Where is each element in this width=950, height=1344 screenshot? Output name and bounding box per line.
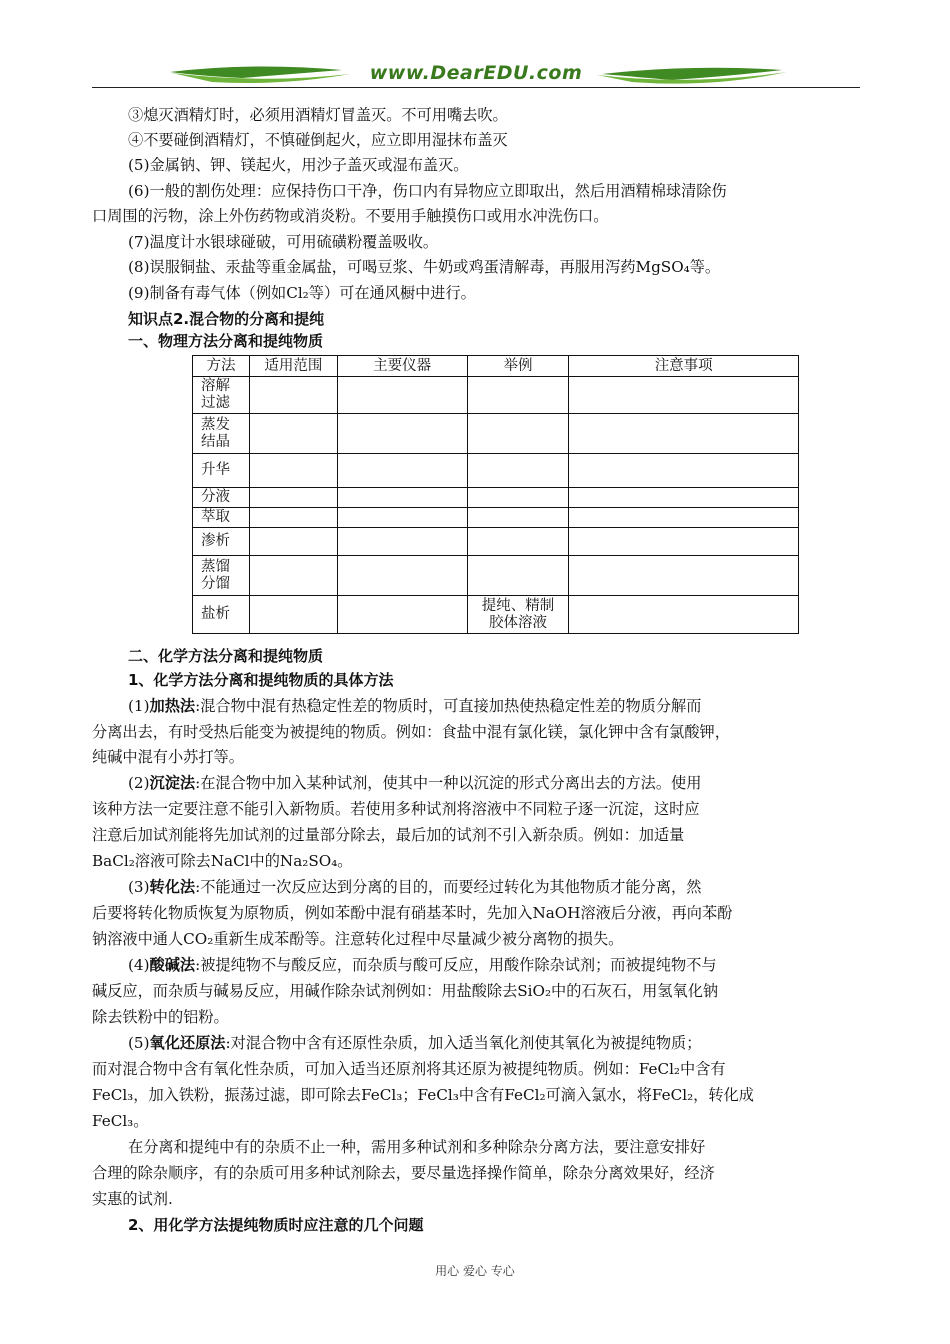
paragraph-line: 分离出去，有时受热后能变为被提纯的物质。例如：食盐中混有氯化镁，氯化钾中含有氯酸钾， bbox=[92, 723, 730, 741]
table-row bbox=[193, 414, 799, 454]
table-row bbox=[193, 377, 799, 414]
paragraph-line: 在分离和提纯中有的杂质不止一种，需用多种试剂和多种除杂分离方法，要注意安排好 bbox=[128, 1138, 706, 1156]
paragraph-line: 除去铁粉中的铝粉。 bbox=[92, 1008, 229, 1026]
paragraph-line: 碱反应，而杂质与碱易反应，用碱作除杂试剂例如：用盐酸除去SiO₂中的石灰石，用氢氧化钠 bbox=[92, 982, 719, 1000]
paragraph-line: 合理的除杂顺序，有的杂质可用多种试剂除去，要尽量选择操作简单，除杂分离效果好，经济 bbox=[92, 1164, 715, 1182]
page-footer: 用心 爱心 专心 bbox=[435, 1264, 515, 1278]
subsection-heading: 2、用化学方法提纯物质时应注意的几个问题 bbox=[128, 1216, 424, 1234]
paragraph-line: 纯碱中混有小苏打等。 bbox=[92, 748, 244, 766]
method-term: 转化法 bbox=[149, 878, 196, 896]
table-row bbox=[193, 596, 799, 634]
col-header: 主要仪器 bbox=[337, 356, 467, 377]
text-line: (9)制备有毒气体（例如Cl₂等）可在通风橱中进行。 bbox=[128, 284, 476, 302]
paragraph-line: (2)沉淀法:在混合物中加入某种试剂，使其中一种以沉淀的形式分离出去的方法。使用 bbox=[128, 774, 702, 792]
knowledge-point-heading: 知识点2.混合物的分离和提纯 bbox=[128, 310, 325, 328]
header-rule bbox=[92, 87, 860, 88]
paragraph-line: (4)酸碱法:被提纯物不与酸反应，而杂质与酸可反应，用酸作除杂试剂；而被提纯物不与 bbox=[128, 956, 717, 974]
paragraph-line: 钠溶液中通人CO₂重新生成苯酚等。注意转化过程中尽量减少被分离物的损失。 bbox=[92, 930, 624, 948]
paragraph-line: 后要将转化物质恢复为原物质，例如苯酚中混有硝基苯时，先加入NaOH溶液后分液，再向苯酚 bbox=[92, 904, 733, 922]
col-header: 注意事项 bbox=[569, 356, 799, 377]
method-term: 沉淀法 bbox=[149, 774, 196, 792]
subsection-heading: 1、化学方法分离和提纯物质的具体方法 bbox=[128, 671, 394, 689]
method-cell: 萃取 bbox=[193, 508, 250, 528]
method-cell: 盐析 bbox=[193, 596, 250, 634]
text-line: 口周围的污物，涂上外伤药物或消炎粉。不要用手触摸伤口或用水冲洗伤口。 bbox=[92, 207, 609, 225]
paragraph-line: (1)加热法:混合物中混有热稳定性差的物质时，可直接加热使热稳定性差的物质分解而 bbox=[128, 697, 702, 715]
table-row bbox=[193, 556, 799, 596]
paragraph-line: 实惠的试剂. bbox=[92, 1190, 173, 1208]
paragraph-line: BaCl₂溶液可除去NaCl中的Na₂SO₄。 bbox=[92, 852, 353, 870]
paragraph-line: 注意后加试剂能将先加试剂的过量部分除去，最后加的试剂不引入新杂质。例如：加适量 bbox=[92, 826, 685, 844]
paragraph-line: 而对混合物中含有氧化性杂质，可加入适当还原剂将其还原为被提纯物质。例如：FeCl₂中含有 bbox=[92, 1060, 726, 1078]
paragraph-line: (5)氧化还原法:对混合物中含有还原性杂质，加入适当氧化剂使其氧化为被提纯物质； bbox=[128, 1034, 702, 1052]
paragraph-line: FeCl₃，加入铁粉，振荡过滤，即可除去FeCl₃；FeCl₃中含有FeCl₂可滴入氯水，将FeCl₂，转化成 bbox=[92, 1086, 754, 1104]
section-heading: 二、化学方法分离和提纯物质 bbox=[128, 647, 324, 665]
table-row bbox=[193, 488, 799, 508]
text-line: (8)误服铜盐、汞盐等重金属盐，可喝豆浆、牛奶或鸡蛋清解毒，再服用泻药MgSO₄等。 bbox=[128, 258, 721, 276]
col-header: 方法 bbox=[193, 356, 250, 377]
table-row bbox=[193, 508, 799, 528]
table-row bbox=[193, 454, 799, 488]
section-heading: 一、物理方法分离和提纯物质 bbox=[128, 332, 324, 350]
col-header: 举例 bbox=[467, 356, 569, 377]
example-cell: 提纯、精制 胶体溶液 bbox=[467, 596, 569, 634]
method-term: 酸碱法 bbox=[149, 956, 196, 974]
site-logo-text: www.DearEDU.com bbox=[369, 62, 583, 84]
method-cell: 分液 bbox=[193, 488, 250, 508]
table-row bbox=[193, 528, 799, 556]
method-term: 加热法 bbox=[149, 697, 196, 715]
example-cell bbox=[467, 488, 569, 508]
method-cell: 升华 bbox=[193, 454, 250, 488]
method-cell: 溶解 过滤 bbox=[193, 377, 250, 414]
example-cell bbox=[467, 414, 569, 454]
text-line: (5)金属钠、钾、镁起火，用沙子盖灭或湿布盖灭。 bbox=[128, 156, 469, 174]
text-line: ③熄灭酒精灯时，必须用酒精灯冒盖灭。不可用嘴去吹。 bbox=[128, 106, 508, 124]
page-header bbox=[92, 60, 860, 94]
text-line: (6)一般的割伤处理：应保持伤口干净，伤口内有异物应立即取出，然后用酒精棉球清除伤 bbox=[128, 182, 727, 200]
table-header-row bbox=[193, 356, 799, 377]
example-cell bbox=[467, 454, 569, 488]
text-line: ④不要碰倒酒精灯，不慎碰倒起火，应立即用湿抹布盖灭 bbox=[128, 131, 508, 149]
col-header: 适用范围 bbox=[249, 356, 337, 377]
separation-methods-table bbox=[192, 355, 799, 634]
paragraph-line: FeCl₃。 bbox=[92, 1112, 149, 1130]
method-term: 氧化还原法 bbox=[149, 1034, 226, 1052]
example-cell bbox=[467, 377, 569, 414]
method-cell: 蒸馏 分馏 bbox=[193, 556, 250, 596]
method-cell: 渗析 bbox=[193, 528, 250, 556]
example-cell bbox=[467, 508, 569, 528]
example-cell bbox=[467, 528, 569, 556]
paragraph-line: 该种方法一定要注意不能引入新物质。若使用多种试剂将溶液中不同粒子逐一沉淀，这时应 bbox=[92, 800, 700, 818]
example-cell bbox=[467, 556, 569, 596]
method-cell: 蒸发 结晶 bbox=[193, 414, 250, 454]
text-line: (7)温度计水银球碰破，可用硫磺粉覆盖吸收。 bbox=[128, 233, 439, 251]
paragraph-line: (3)转化法:不能通过一次反应达到分离的目的，而要经过转化为其他物质才能分离，然 bbox=[128, 878, 702, 896]
